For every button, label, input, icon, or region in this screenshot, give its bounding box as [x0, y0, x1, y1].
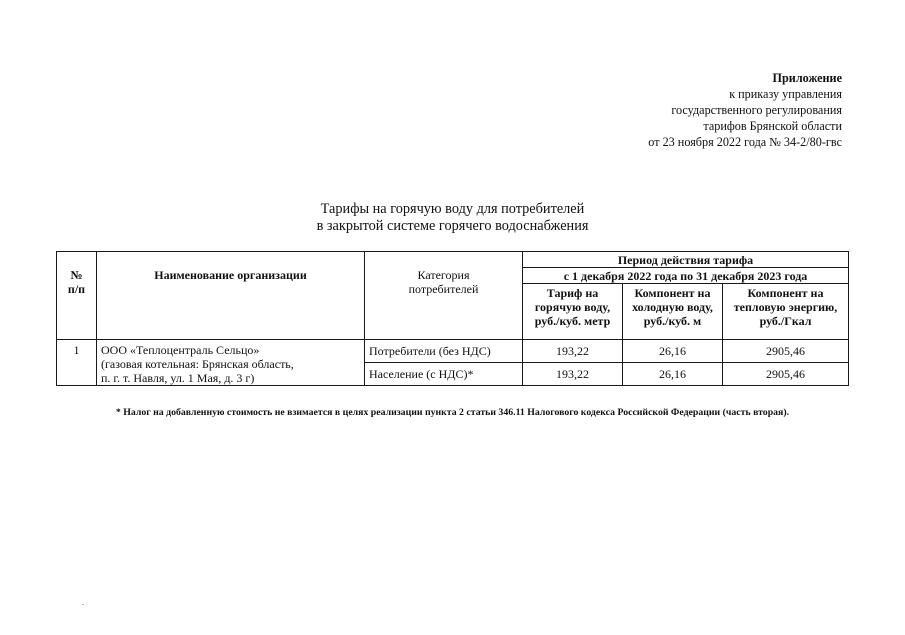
authority-line: государственного регулирования [671, 103, 842, 117]
heat-component-population: 2905,46 [723, 363, 849, 386]
header-category: Категория потребителей [365, 252, 523, 340]
cold-component-consumers: 26,16 [623, 340, 723, 363]
category-population: Население (с НДС)* [365, 363, 523, 386]
header-organization: Наименование организации [97, 252, 365, 340]
header-tariff-hot-water: Тариф на горячую воду, руб./куб. метр [523, 284, 623, 340]
order-date-number: от 23 ноября 2022 года № 34-2/80-гвс [648, 135, 842, 149]
tariff-consumers: 193,22 [523, 340, 623, 363]
header-number: № п/п [57, 252, 97, 340]
appendix-header [648, 70, 842, 150]
appendix-label: Приложение [772, 71, 842, 85]
authority-region: тарифов Брянской области [703, 119, 842, 133]
order-reference: к приказу управления [729, 87, 842, 101]
row-number: 1 [57, 340, 97, 386]
page-title [0, 201, 905, 235]
heat-component-consumers: 2905,46 [723, 340, 849, 363]
title-line-2: в закрытой системе горячего водоснабжения [316, 218, 589, 234]
cold-component-population: 26,16 [623, 363, 723, 386]
title-line-1: Тарифы на горячую воду для потребителей [320, 201, 585, 217]
organization-name: ООО «Теплоцентраль Сельцо» (газовая котельная: Брянская область, п. г. т. Навля, ул. 1 Мая, д. 3 г) [97, 340, 365, 386]
header-heat-energy-component: Компонент на тепловую энергию, руб./Гкал [723, 284, 849, 340]
vat-footnote: * Налог на добавленную стоимость не взимается в целях реализации пункта 2 статьи 346.11 Налогового кодекса Российской Федерации (часть вторая). [115, 407, 790, 418]
table-row [57, 340, 849, 363]
tariff-population: 193,22 [523, 363, 623, 386]
header-period-range: с 1 декабря 2022 года по 31 декабря 2023 года [523, 268, 849, 284]
tariff-table [56, 251, 849, 386]
header-cold-water-component: Компонент на холодную воду, руб./куб. м [623, 284, 723, 340]
scan-dot: . [82, 598, 84, 607]
header-period-label: Период действия тарифа [523, 252, 849, 268]
category-consumers: Потребители (без НДС) [365, 340, 523, 363]
